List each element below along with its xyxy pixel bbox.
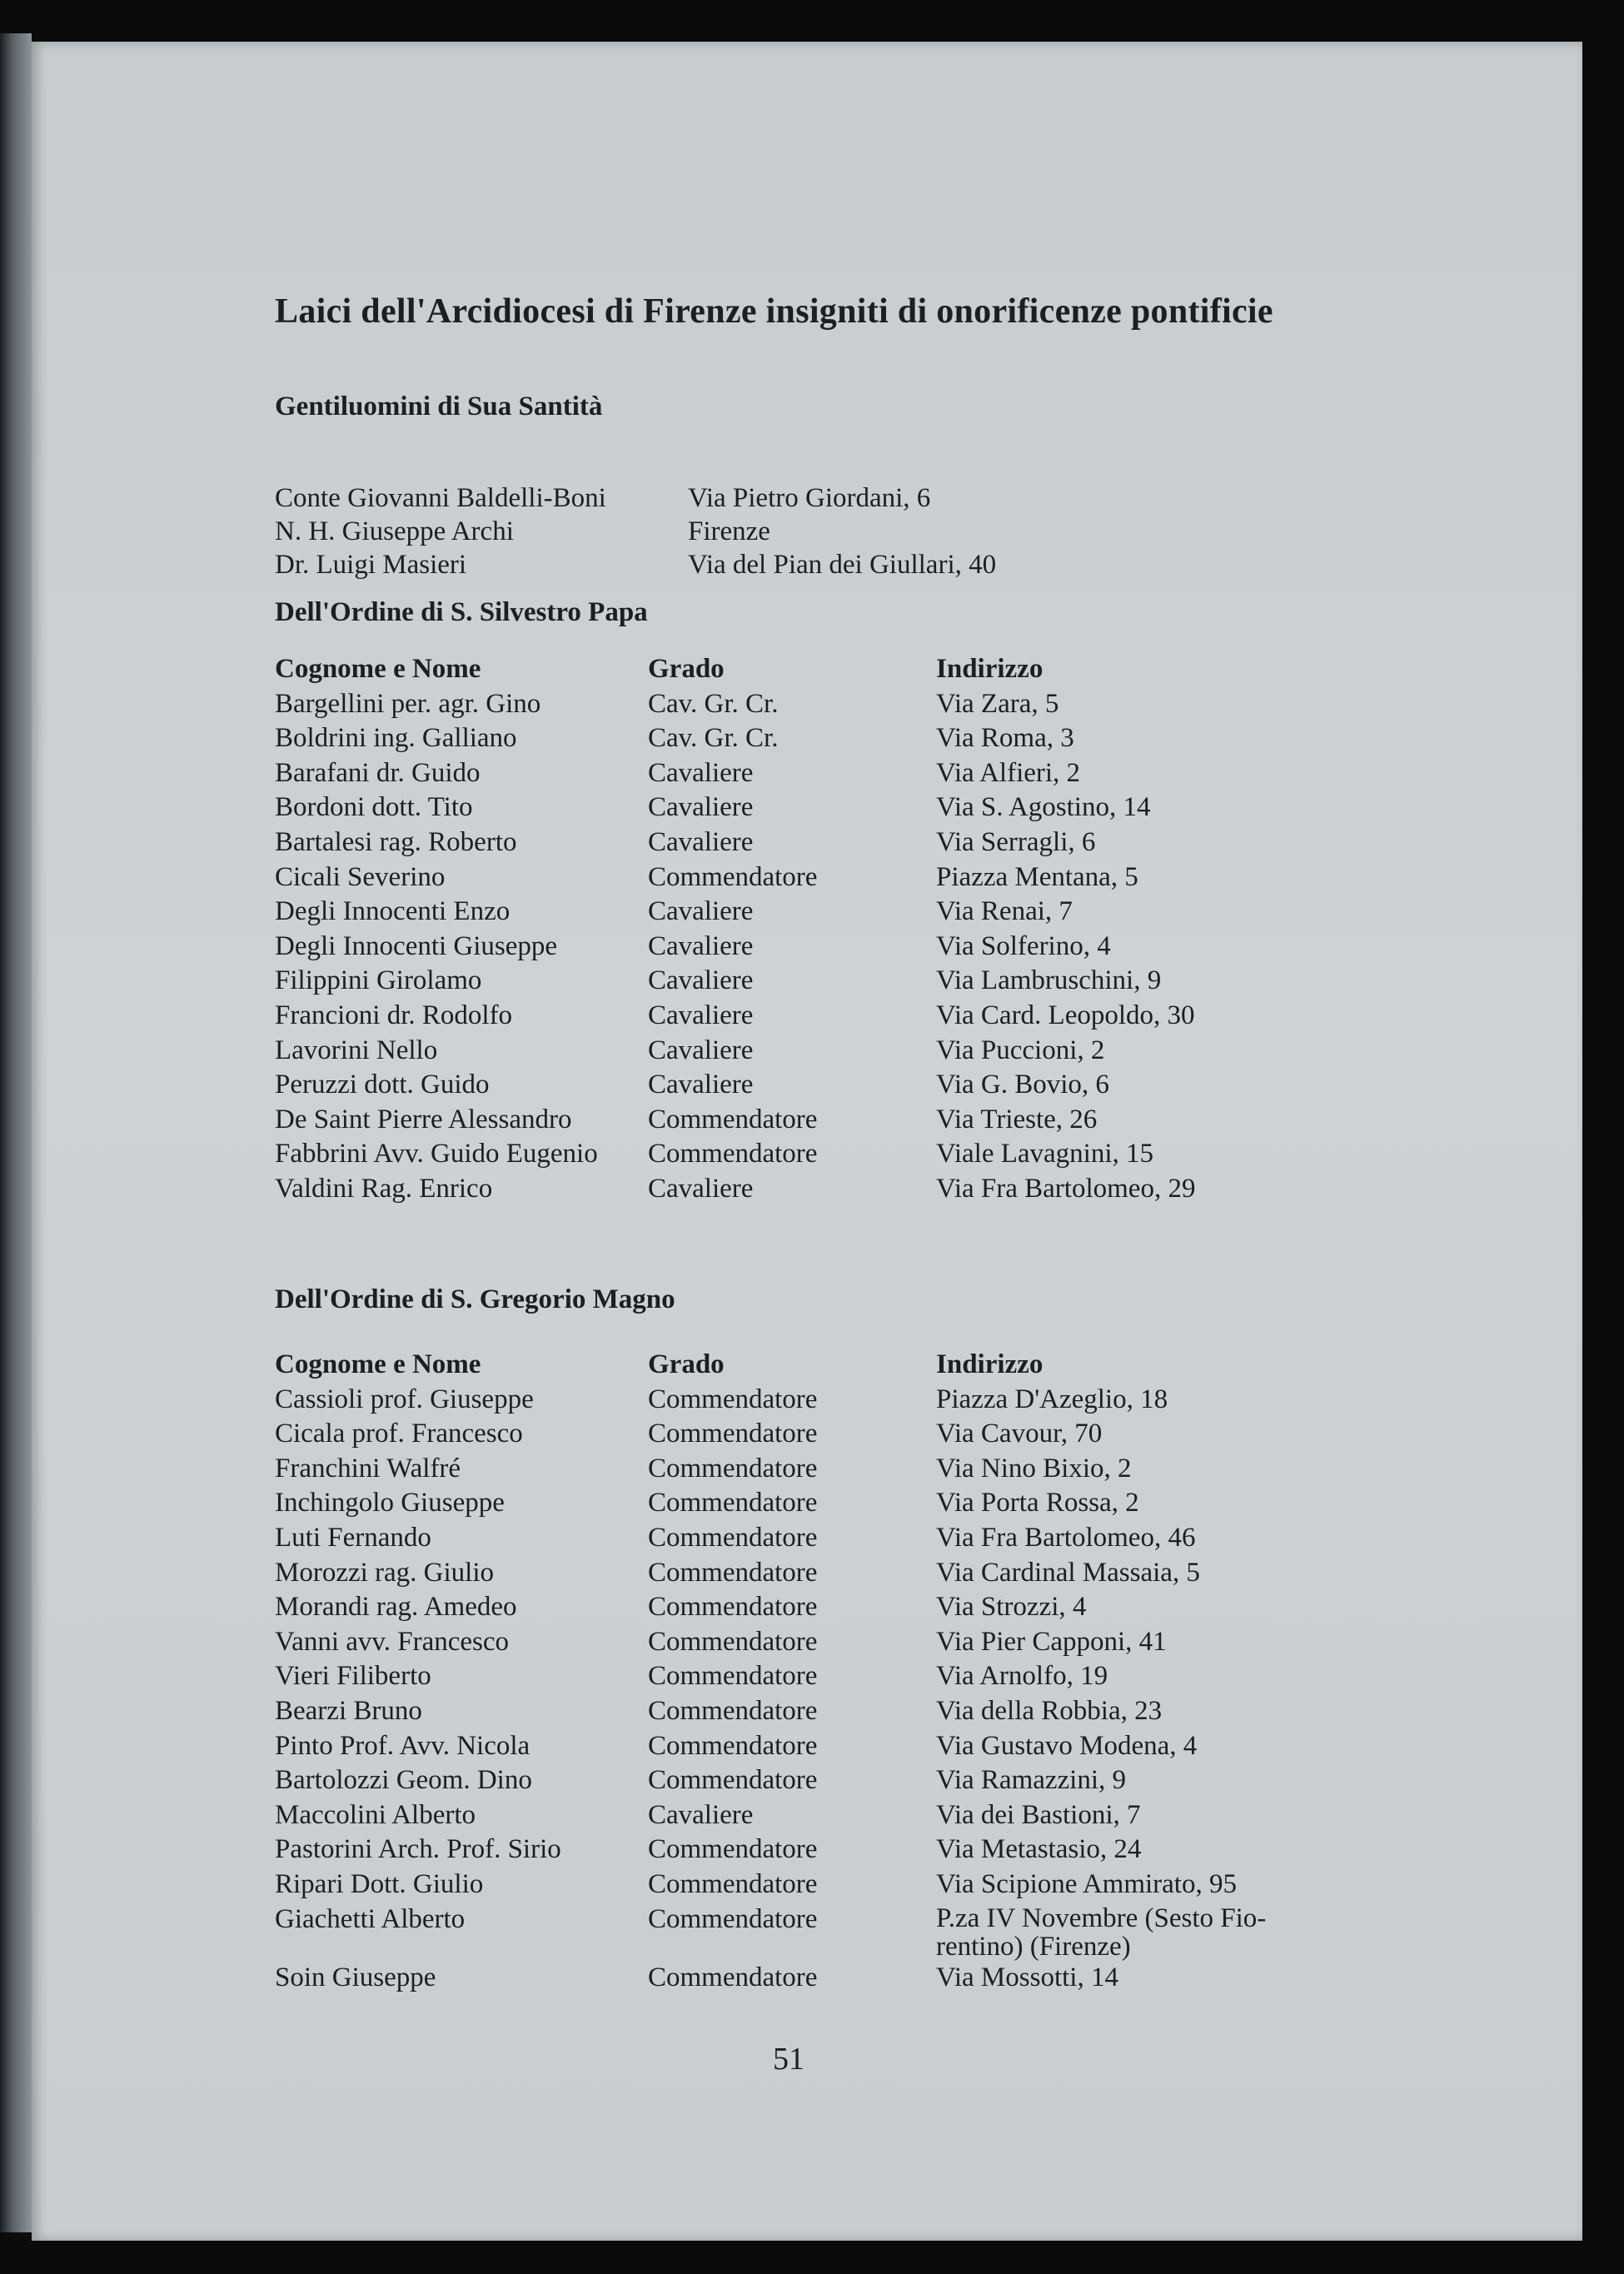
page-title: Laici dell'Arcidiocesi di Firenze insigniti di onorificenze pontificie — [275, 292, 1273, 331]
cell-address: Via Roma, 3 — [936, 723, 1074, 754]
cell-grade: Commendatore — [648, 1868, 818, 1899]
heading-gentiluomini: Gentiluomini di Sua Santità — [275, 391, 603, 421]
column-header-grade: Grado — [648, 654, 725, 684]
heading-gregorio: Dell'Ordine di S. Gregorio Magno — [275, 1284, 675, 1314]
cell-grade: Commendatore — [648, 1765, 818, 1796]
cell-address: Via Porta Rossa, 2 — [936, 1488, 1139, 1518]
cell-address: Via Cardinal Massaia, 5 — [936, 1557, 1200, 1588]
cell-grade: Cavaliere — [648, 965, 754, 996]
cell-name: Filippini Girolamo — [275, 965, 482, 996]
cell-grade: Commendatore — [648, 1592, 818, 1623]
cell-name: Fabbrini Avv. Guido Eugenio — [275, 1139, 598, 1169]
cell-grade: Commendatore — [648, 1626, 818, 1657]
cell-name: Lavorini Nello — [275, 1035, 438, 1065]
cell-grade: Commendatore — [648, 1557, 818, 1588]
cell-name: Degli Innocenti Enzo — [275, 896, 511, 927]
cell-grade: Cavaliere — [648, 896, 754, 927]
cell-name: Degli Innocenti Giuseppe — [275, 930, 558, 961]
cell-address — [936, 1904, 1266, 1961]
column-header-grade: Grado — [648, 1349, 725, 1379]
cell-address: Via Renai, 7 — [936, 896, 1073, 927]
cell-address: Via Ramazzini, 9 — [936, 1765, 1127, 1796]
cell-name: Maccolini Alberto — [275, 1799, 476, 1830]
cell-grade: Cavaliere — [648, 1000, 754, 1030]
cell-name: Morandi rag. Amedeo — [275, 1592, 517, 1623]
cell-grade: Commendatore — [648, 1488, 818, 1518]
cell-name: Cassioli prof. Giuseppe — [275, 1384, 534, 1414]
cell-address: Via Arnolfo, 19 — [936, 1661, 1108, 1692]
cell-address: Via Card. Leopoldo, 30 — [936, 1000, 1195, 1030]
person-address: Firenze — [688, 516, 770, 546]
cell-name: Cicala prof. Francesco — [275, 1419, 523, 1449]
cell-name: Pinto Prof. Avv. Nicola — [275, 1730, 531, 1761]
cell-name: Francioni dr. Rodolfo — [275, 1000, 513, 1030]
cell-address: Via Cavour, 70 — [936, 1419, 1103, 1449]
cell-name: Vieri Filiberto — [275, 1661, 431, 1692]
cell-grade: Cav. Gr. Cr. — [648, 723, 779, 754]
person-name: Conte Giovanni Baldelli-Boni — [275, 483, 606, 513]
column-header-name: Cognome e Nome — [275, 1349, 481, 1379]
cell-address: Via Solferino, 4 — [936, 930, 1111, 961]
cell-address: Via dei Bastioni, 7 — [936, 1799, 1141, 1830]
column-header-name: Cognome e Nome — [275, 654, 481, 684]
column-header-address: Indirizzo — [936, 654, 1044, 684]
cell-grade: Commendatore — [648, 1695, 818, 1726]
cell-grade: Commendatore — [648, 1730, 818, 1761]
heading-silvestro: Dell'Ordine di S. Silvestro Papa — [275, 597, 648, 627]
book-page — [32, 42, 1582, 2241]
cell-name: Boldrini ing. Galliano — [275, 723, 517, 754]
cell-name: Franchini Walfré — [275, 1453, 461, 1484]
cell-grade: Commendatore — [648, 1453, 818, 1484]
cell-grade: Cavaliere — [648, 826, 754, 857]
person-address: Via del Pian dei Giullari, 40 — [688, 550, 997, 580]
cell-grade: Commendatore — [648, 1962, 818, 1992]
cell-address: Piazza Mentana, 5 — [936, 861, 1138, 892]
cell-address: Via Gustavo Modena, 4 — [936, 1730, 1198, 1761]
page-number: 51 — [773, 2042, 805, 2077]
cell-address: Via Pier Capponi, 41 — [936, 1626, 1167, 1657]
cell-grade: Cav. Gr. Cr. — [648, 688, 779, 719]
cell-address-line: P.za IV Novembre (Sesto Fio- — [936, 1902, 1267, 1933]
cell-name: Peruzzi dott. Guido — [275, 1070, 490, 1100]
cell-grade: Cavaliere — [648, 1070, 754, 1100]
cell-address: Via Metastasio, 24 — [936, 1834, 1142, 1865]
cell-address: Via Serragli, 6 — [936, 826, 1096, 857]
cell-name: De Saint Pierre Alessandro — [275, 1104, 572, 1135]
cell-name: Bartolozzi Geom. Dino — [275, 1765, 532, 1796]
cell-name: Cicali Severino — [275, 861, 446, 892]
cell-name: Barafani dr. Guido — [275, 757, 481, 788]
cell-grade: Cavaliere — [648, 1799, 754, 1830]
cell-address: Via Scipione Ammirato, 95 — [936, 1868, 1237, 1899]
cell-grade: Commendatore — [648, 1139, 818, 1169]
cell-name: Pastorini Arch. Prof. Sirio — [275, 1834, 561, 1865]
cell-grade: Commendatore — [648, 1104, 818, 1135]
cell-name: Bargellini per. agr. Gino — [275, 688, 541, 719]
person-name: Dr. Luigi Masieri — [275, 550, 467, 580]
cell-grade: Cavaliere — [648, 1035, 754, 1065]
cell-name: Soin Giuseppe — [275, 1962, 436, 1992]
cell-address: Via Lambruschini, 9 — [936, 965, 1162, 996]
cell-grade: Commendatore — [648, 1522, 818, 1553]
cell-name: Morozzi rag. Giulio — [275, 1557, 495, 1588]
cell-grade: Commendatore — [648, 861, 818, 892]
cell-grade: Cavaliere — [648, 1173, 754, 1204]
cell-grade: Commendatore — [648, 1384, 818, 1414]
cell-address: Via Nino Bixio, 2 — [936, 1453, 1132, 1484]
cell-grade: Commendatore — [648, 1834, 818, 1865]
cell-name: Vanni avv. Francesco — [275, 1626, 510, 1657]
cell-address: Piazza D'Azeglio, 18 — [936, 1384, 1168, 1414]
cell-grade: Cavaliere — [648, 792, 754, 823]
cell-address: Viale Lavagnini, 15 — [936, 1139, 1154, 1169]
cell-address: Via G. Bovio, 6 — [936, 1070, 1109, 1100]
person-address: Via Pietro Giordani, 6 — [688, 483, 931, 513]
cell-address: Via Zara, 5 — [936, 688, 1059, 719]
cell-name: Bearzi Bruno — [275, 1695, 422, 1726]
cell-grade: Cavaliere — [648, 757, 754, 788]
cell-address: Via Mossotti, 14 — [936, 1962, 1118, 1992]
cell-grade: Commendatore — [648, 1903, 818, 1934]
cell-name: Bordoni dott. Tito — [275, 792, 473, 823]
cell-name: Giachetti Alberto — [275, 1903, 466, 1934]
cell-grade: Commendatore — [648, 1661, 818, 1692]
cell-address: Via Trieste, 26 — [936, 1104, 1098, 1135]
facing-page-edge — [0, 33, 32, 2232]
cell-grade: Cavaliere — [648, 930, 754, 961]
cell-address: Via Fra Bartolomeo, 29 — [936, 1173, 1196, 1204]
cell-name: Inchingolo Giuseppe — [275, 1488, 505, 1518]
column-header-address: Indirizzo — [936, 1349, 1044, 1379]
cell-grade: Commendatore — [648, 1419, 818, 1449]
cell-name: Bartalesi rag. Roberto — [275, 826, 517, 857]
person-name: N. H. Giuseppe Archi — [275, 516, 514, 546]
cell-address-line: rentino) (Firenze) — [936, 1931, 1131, 1962]
cell-name: Luti Fernando — [275, 1522, 431, 1553]
cell-address: Via Alfieri, 2 — [936, 757, 1081, 788]
cell-address: Via della Robbia, 23 — [936, 1695, 1163, 1726]
cell-name: Ripari Dott. Giulio — [275, 1868, 484, 1899]
cell-address: Via S. Agostino, 14 — [936, 792, 1151, 823]
cell-address: Via Strozzi, 4 — [936, 1592, 1087, 1623]
cell-name: Valdini Rag. Enrico — [275, 1173, 493, 1204]
cell-address: Via Fra Bartolomeo, 46 — [936, 1522, 1196, 1553]
cell-address: Via Puccioni, 2 — [936, 1035, 1105, 1065]
